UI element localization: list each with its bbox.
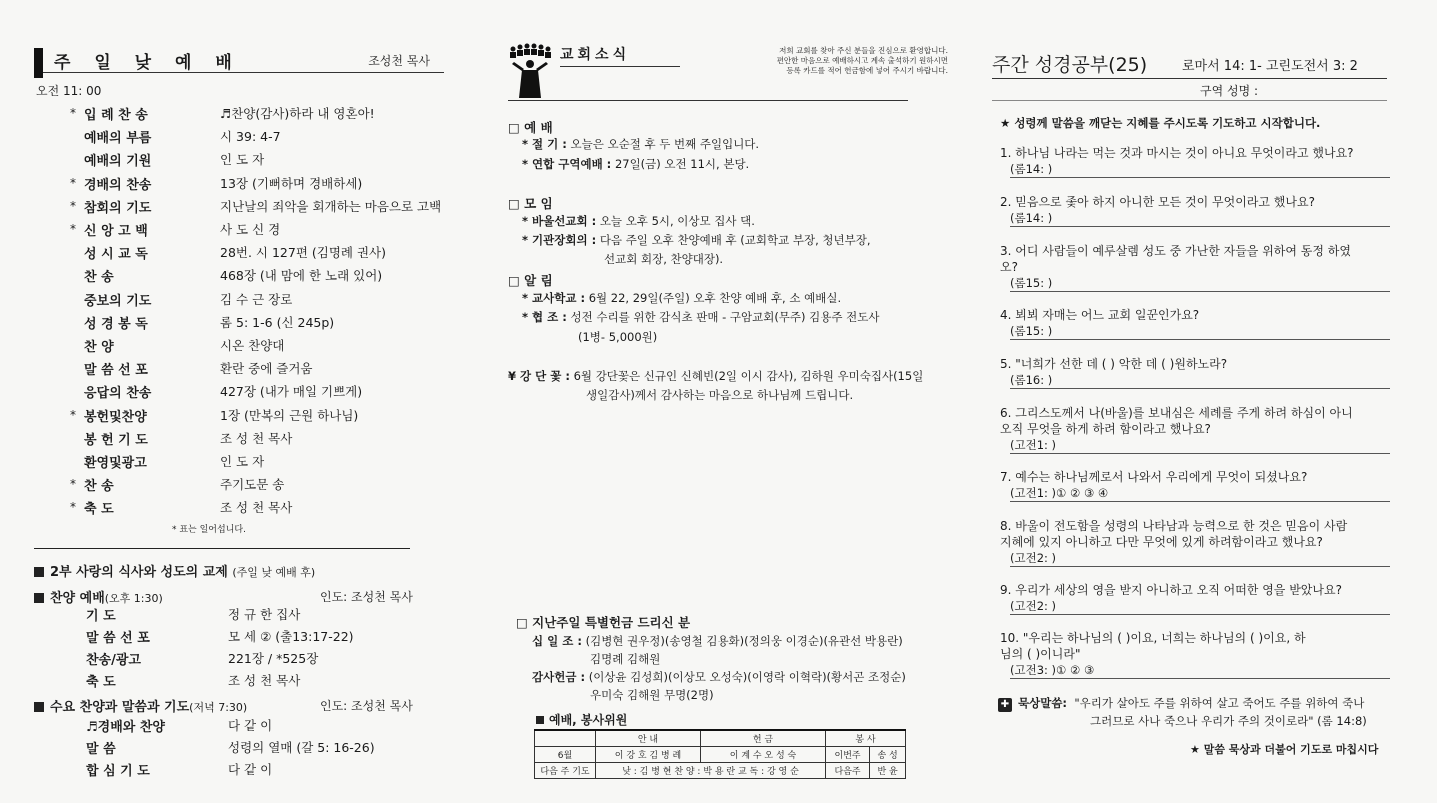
study-question xyxy=(1000,582,1390,615)
square-bullet-icon xyxy=(34,567,44,577)
church-news-column xyxy=(470,0,950,803)
worship-order-item xyxy=(0,738,470,760)
worship-order-item xyxy=(0,127,470,149)
answer-line[interactable]: (롬16: ) xyxy=(1010,372,1390,389)
order-value: 221장 / *525장 xyxy=(228,651,319,666)
order-value: 김 수 근 장로 xyxy=(220,291,293,307)
worship-order-item xyxy=(0,174,470,196)
study-question xyxy=(1000,307,1390,340)
section-divider xyxy=(34,548,410,549)
standing-mark: * xyxy=(70,175,76,190)
bible-study-range: 로마서 14: 1- 고린도전서 3: 2 xyxy=(1182,59,1358,74)
study-question xyxy=(1000,356,1390,389)
order-label: 기 도 xyxy=(86,609,116,624)
order-label: 봉 헌 기 도 xyxy=(84,432,148,448)
altar-flowers-continued: 생일감사)께서 감사하는 마음으로 하나님께 드립니다. xyxy=(586,388,854,402)
worship-order-item xyxy=(0,290,470,312)
order-value: 시 39: 4-7 xyxy=(220,129,281,145)
news-item: * 바울선교회 : 오늘 오후 5시, 이상모 집사 댁. xyxy=(522,214,755,228)
order-value: 인 도 자 xyxy=(220,454,265,469)
table-row: 6월 이 강 호 김 병 례 이 계 수 오 성 숙 이번주 송 성 xyxy=(535,747,906,763)
news-item: * 기관장회의 : 다음 주일 오후 찬양예배 후 (교회학교 부장, 청년부장, xyxy=(522,233,871,247)
worship-order-item xyxy=(0,220,470,242)
sunday-worship-header xyxy=(34,42,444,73)
worship-order-item xyxy=(0,266,470,288)
order-label: 축 도 xyxy=(84,502,114,518)
order-label: 응답의 찬송 xyxy=(84,386,152,402)
question-text: 9. 우리가 세상의 영을 받지 아니하고 오직 어떠한 영을 받았나요? xyxy=(1000,583,1342,597)
question-text: 3. 어디 사람들이 예루살렘 성도 중 가난한 자들을 위하여 동정 하였 xyxy=(1000,244,1351,258)
volunteers-heading: 예배, 봉사위원 xyxy=(536,711,627,728)
order-label: 축 도 xyxy=(86,675,116,690)
question-text: 1. 하나님 나라는 먹는 것과 마시는 것이 아니요 무엇이라고 했나요? xyxy=(1000,146,1354,160)
order-label: 성 경 봉 독 xyxy=(84,316,148,332)
order-label: 찬 송 xyxy=(84,479,114,495)
order-label: 찬송/광고 xyxy=(86,653,141,668)
worship-order-item xyxy=(0,104,470,126)
order-value: 조 성 천 목사 xyxy=(228,673,301,688)
order-value: 468장 (내 맘에 한 노래 있어) xyxy=(220,268,383,284)
study-question xyxy=(1000,630,1390,679)
meeting-heading: □ 모 임 xyxy=(508,196,553,211)
order-value: 모 세 ② (출13:17-22) xyxy=(228,629,354,644)
standing-note: * 표는 일어섭니다. xyxy=(172,525,246,535)
question-text: 2. 믿음으로 좇아 하지 아니한 모든 것이 무엇이라고 했나요? xyxy=(1000,195,1315,209)
order-label: 말 씀 선 포 xyxy=(84,363,148,379)
study-question xyxy=(1000,194,1390,227)
title-rule xyxy=(992,78,1387,79)
order-label: 환영및광고 xyxy=(84,456,147,471)
square-bullet-icon xyxy=(34,702,44,712)
order-label: 성 시 교 독 xyxy=(84,247,148,263)
worship-order-item xyxy=(0,197,470,219)
thanks-offering-row: 감사헌금 : (이상윤 김성희)(이상모 오성숙)(이영락 이혁락)(황서곤 조정순) xyxy=(532,670,906,684)
order-value: ♬찬양(감사)하라 내 영혼아! xyxy=(220,106,375,121)
answer-line[interactable]: (고전2: ) xyxy=(1010,550,1390,567)
worship-order-item xyxy=(0,649,470,671)
bible-study-column xyxy=(950,0,1437,803)
order-label: 중보의 기도 xyxy=(84,293,152,309)
order-label: 예배의 부름 xyxy=(84,131,152,147)
worship-order-item xyxy=(0,716,470,738)
order-value: 롬 5: 1-6 (신 245p) xyxy=(220,314,335,330)
church-news-header xyxy=(508,42,948,102)
answer-line[interactable]: (고전1: )① ② ③ ④ xyxy=(1010,485,1390,502)
order-value: 지난날의 죄악을 회개하는 마음으로 고백 xyxy=(220,198,442,214)
study-question xyxy=(1000,145,1390,178)
order-label: 말 씀 xyxy=(86,742,116,757)
thanks-offering-row-continued: 우미숙 김해원 무명(2명) xyxy=(590,688,714,702)
question-text: 님의 ( )이니라" xyxy=(1000,647,1081,661)
worship-order-item xyxy=(0,475,470,497)
standing-mark: * xyxy=(70,500,76,515)
order-label: 입 례 찬 송 xyxy=(84,108,148,123)
standing-mark: * xyxy=(70,222,76,236)
order-label: 말 씀 선 포 xyxy=(86,631,150,646)
altar-flowers: ¥ 강 단 꽃 : 6월 강단꽃은 신규인 신혜빈(2일 이시 감사), 김하원 우미숙집사(15일 xyxy=(508,369,924,383)
order-value: 정 규 한 집사 xyxy=(228,607,301,622)
worship-order-item xyxy=(0,627,470,649)
header-bar xyxy=(34,48,43,78)
question-text: 오? xyxy=(1000,260,1018,274)
question-text: 지혜에 있지 아니하고 다만 무엇에 있게 하려함이라고 했나요? xyxy=(1000,535,1323,549)
meditation-verse: ✚ 묵상말씀: "우리가 살아도 주를 위하여 살고 죽어도 주를 위하여 죽나 xyxy=(998,695,1364,712)
church-choir-icon xyxy=(508,42,552,100)
order-value: 시온 찬양대 xyxy=(220,338,285,353)
standing-mark: * xyxy=(70,477,76,492)
question-text: 8. 바울이 전도함을 성령의 나타남과 능력으로 한 것은 믿음이 사람 xyxy=(1000,519,1348,533)
order-label: 경배의 찬송 xyxy=(84,177,152,193)
question-text: 5. "너희가 선한 데 ( ) 악한 데 ( )원하노라? xyxy=(1000,357,1228,371)
worship-order-item xyxy=(0,382,470,404)
answer-line[interactable]: (롬15: ) xyxy=(1010,323,1390,340)
member-name-field: 구역 성명 : xyxy=(1200,84,1259,98)
answer-line[interactable]: (롬14: ) xyxy=(1010,210,1390,227)
order-value: 조 성 천 목사 xyxy=(220,430,293,446)
study-question xyxy=(1000,469,1390,502)
order-label: 봉헌및찬양 xyxy=(84,409,147,425)
worship-order-item xyxy=(0,605,470,627)
church-news-title: 교회소식 xyxy=(560,47,631,63)
tithe-row-continued: 김명례 김해원 xyxy=(590,652,661,666)
question-text: 7. 예수는 하나님께로서 나와서 우리에게 무엇이 되셨나요? xyxy=(1000,470,1308,484)
study-question xyxy=(1000,518,1390,567)
closing-prayer: ★ 말씀 묵상과 더불어 기도로 마칩시다 xyxy=(1190,743,1379,756)
order-value: 조 성 천 목사 xyxy=(220,500,293,516)
order-value: 인 도 자 xyxy=(220,152,265,168)
order-value: 성령의 열매 (갈 5: 16-26) xyxy=(228,740,375,755)
worship-order-column xyxy=(0,0,470,803)
order-value: 환란 중에 즐거움 xyxy=(220,361,313,377)
order-value: 다 같 이 xyxy=(228,762,273,777)
title-rule xyxy=(560,66,680,67)
order-value: 주기도문 송 xyxy=(220,477,285,493)
standing-mark: * xyxy=(70,106,76,120)
answer-line[interactable]: (롬15: ) xyxy=(1010,275,1390,292)
order-value: 427장 (내가 매일 기쁘게) xyxy=(220,384,363,400)
welcome-text: 저희 교회를 찾아 주신 분들을 진심으로 환영합니다. 편안한 마음으로 예배하시고 계속 출석하기 원하시면 등록 카드를 적어 헌금함에 넣어 주시기 바랍니다. xyxy=(776,46,948,75)
bible-study-title: 주간 성경공부(25) xyxy=(992,54,1148,76)
news-item-continued: (1병- 5,000원) xyxy=(578,330,658,344)
answer-line[interactable]: (고전1: ) xyxy=(1010,437,1390,454)
question-text: 10. "우리는 하나님의 ( )이요, 너희는 하나님의 ( )이요, 하 xyxy=(1000,631,1306,645)
wednesday-leader: 인도: 조성천 목사 xyxy=(320,699,413,713)
wednesday-heading: 수요 찬양과 말씀과 기도(저녁 7:30) xyxy=(34,696,247,715)
worship-news-heading: □ 예 배 xyxy=(508,120,553,135)
answer-line[interactable]: (롬14: ) xyxy=(1010,161,1390,178)
standing-mark: * xyxy=(70,407,76,422)
order-value: 다 같 이 xyxy=(228,718,273,733)
sunday-worship-pastor: 조성천 목사 xyxy=(368,54,430,68)
worship-order-item xyxy=(0,498,470,520)
order-label: 찬 양 xyxy=(84,340,114,355)
square-bullet-icon xyxy=(536,716,544,724)
table-row: 다음 주 기도 낮 : 김 병 현 찬 양 : 박 용 란 교 독 : 강 영 순 다음주 반 윤 xyxy=(535,763,906,779)
table-row: 안 내 헌 금 봉 사 xyxy=(535,730,906,747)
offering-heading: □ 지난주일 특별헌금 드리신 분 xyxy=(516,615,691,630)
order-value: 28번. 시 127편 (김명례 권사) xyxy=(220,245,386,261)
worship-order-item xyxy=(0,243,470,265)
answer-line[interactable]: (고전3: )① ② ③ xyxy=(1010,662,1390,679)
news-item-continued: 선교회 회장, 찬양대장). xyxy=(604,252,724,266)
sunday-worship-time: 오전 11: 00 xyxy=(36,84,102,98)
square-bullet-icon xyxy=(34,593,44,603)
worship-order-item xyxy=(0,150,470,172)
order-value: 사 도 신 경 xyxy=(220,222,281,237)
order-label: 예배의 기원 xyxy=(84,154,152,170)
question-text: 오직 무엇을 하게 하려 함이라고 했나요? xyxy=(1000,422,1211,436)
worship-order-item xyxy=(0,429,470,451)
praise-worship-heading: 찬양 예배(오후 1:30) xyxy=(34,587,163,606)
order-label: 신 앙 고 백 xyxy=(84,224,148,239)
order-label: 찬 송 xyxy=(84,270,114,286)
meditation-verse-continued: 그러므로 사나 죽으나 우리가 주의 것이로라" (롬 14:8) xyxy=(1090,714,1367,728)
worship-order-item xyxy=(0,313,470,335)
news-item: * 협 조 : 성전 수리를 위한 감식초 판매 - 구암교회(무주) 김용주 전도사 xyxy=(522,310,880,324)
news-item: * 교사학교 : 6월 22, 29일(주일) 오후 찬양 예배 후, 소 예배실. xyxy=(522,291,842,305)
tithe-row: 십 일 조 : (김병현 권우정)(송영철 김용화)(정의웅 이경순)(유관선 박용란) xyxy=(532,634,903,648)
worship-order-item xyxy=(0,336,470,358)
part2-heading: 2부 사랑의 식사와 성도의 교제 (주일 낮 예배 후) xyxy=(34,561,315,580)
book-icon: ✚ xyxy=(998,698,1012,712)
worship-order-item xyxy=(0,671,470,693)
order-label: ♬경배와 찬양 xyxy=(86,720,165,735)
sunday-worship-title: 주 일 낮 예 배 xyxy=(54,53,241,73)
worship-order-item xyxy=(0,359,470,381)
header-rule xyxy=(508,100,908,101)
order-label: 참회의 기도 xyxy=(84,200,152,216)
worship-order-item xyxy=(0,760,470,782)
member-rule xyxy=(992,100,1387,101)
news-item: * 연합 구역예배 : 27일(금) 오전 11시, 본당. xyxy=(522,157,750,171)
question-text: 4. 뵈뵈 자매는 어느 교회 일꾼인가요? xyxy=(1000,308,1200,322)
question-text: 6. 그리스도께서 나(바울)를 보내심은 세례를 주게 하려 하심이 아니 xyxy=(1000,406,1353,420)
praise-worship-leader: 인도: 조성천 목사 xyxy=(320,590,413,604)
volunteers-table xyxy=(534,729,906,779)
news-item: * 절 기 : 오늘은 오순절 후 두 번째 주일입니다. xyxy=(522,137,760,151)
study-question xyxy=(1000,243,1390,292)
order-value: 1장 (만복의 근원 하나님) xyxy=(220,407,359,423)
worship-order-item xyxy=(0,452,470,474)
notice-heading: □ 알 림 xyxy=(508,273,553,288)
standing-mark: * xyxy=(70,198,76,213)
study-question xyxy=(1000,405,1390,454)
order-value: 13장 (기뻐하며 경배하세) xyxy=(220,175,363,191)
opening-prayer: ★ 성령께 말씀을 깨닫는 지혜를 주시도록 기도하고 시작합니다. xyxy=(1000,116,1321,130)
worship-order-item xyxy=(0,406,470,428)
order-label: 합 심 기 도 xyxy=(86,764,150,779)
answer-line[interactable]: (고전2: ) xyxy=(1010,598,1390,615)
